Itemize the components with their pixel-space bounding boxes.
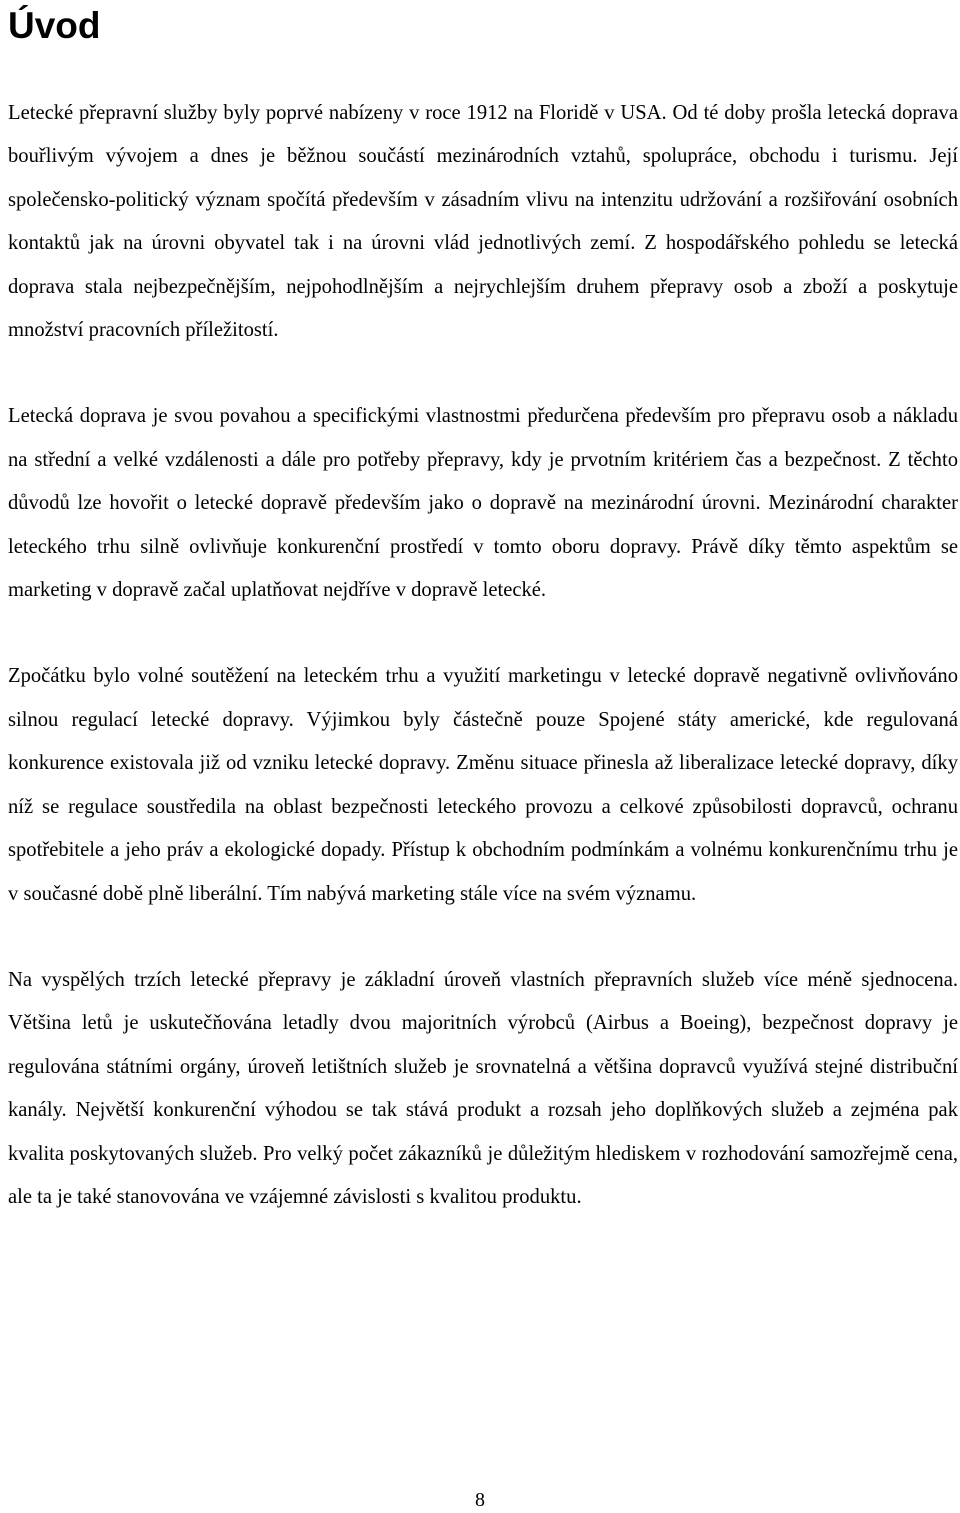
paragraph-3: Zpočátku bylo volné soutěžení na leteckém trhu a využití marketingu v letecké dopravě negativně ovlivňováno silnou regulací letecké dopravy. Výjimkou byly částečně pouze Spojené státy americké, kde regulovaná konkurence existovala již od vzniku letecké dopravy. Změnu situace přinesla až liberalizace letecké dopravy, díky níž se regulace soustředila na oblast bezpečnosti leteckého provozu a celkové způsobilosti dopravců, ochranu spotřebitele a jeho práv a ekologické dopady. Přístup k obchodním podmínkám a volnému konkurenčnímu trhu je v současné době plně liberální. Tím nabývá marketing stále více na svém významu.	[8, 665, 958, 905]
body-text	[8, 92, 958, 1262]
page-number: 8	[475, 1489, 485, 1511]
paragraph-4: Na vyspělých trzích letecké přepravy je základní úroveň vlastních přepravních služeb více méně sjednocena. Většina letů je uskutečňována letadly dvou majoritních výrobců (Airbus a Boeing), bezpečnost dopravy je regulována státními orgány, úroveň letištních služeb je srovnatelná a většina dopravců využívá stejné distribuční kanály. Největší konkurenční výhodou se tak stává produkt a rozsah jeho doplňkových služeb a zejména pak kvalita poskytovaných služeb. Pro velký počet zákazníků je důležitým hlediskem v rozhodování samozřejmě cena, ale ta je také stanovována ve vzájemné závislosti s kvalitou produktu.	[8, 968, 958, 1208]
paragraph-1: Letecké přepravní služby byly poprvé nabízeny v roce 1912 na Floridě v USA. Od té doby prošla letecká doprava bouřlivým vývojem a dnes je běžnou součástí mezinárodních vztahů, spolupráce, obchodu i turismu. Její společensko-politický význam spočítá především v zásadním vlivu na intenzitu udržování a rozšiřování osobních kontaktů jak na úrovni obyvatel tak i na úrovni vlád jednotlivých zemí. Z hospodářského pohledu se letecká doprava stala nejbezpečnějším, nejpohodlnějším a nejrychlejším druhem přepravy osob a zboží a poskytuje množství pracovních příležitostí.	[8, 102, 958, 342]
page-title: Úvod	[8, 5, 101, 46]
paragraph-2: Letecká doprava je svou povahou a specifickými vlastnostmi předurčena především pro přepravu osob a nákladu na střední a velké vzdálenosti a dále pro potřeby přepravy, kdy je prvotním kritériem čas a bezpečnost. Z těchto důvodů lze hovořit o letecké dopravě především jako o dopravě na mezinárodní úrovni. Mezinárodní charakter leteckého trhu silně ovlivňuje konkurenční prostředí v tomto oboru dopravy. Právě díky těmto aspektům se marketing v dopravě začal uplatňovat nejdříve v dopravě letecké.	[8, 405, 958, 602]
